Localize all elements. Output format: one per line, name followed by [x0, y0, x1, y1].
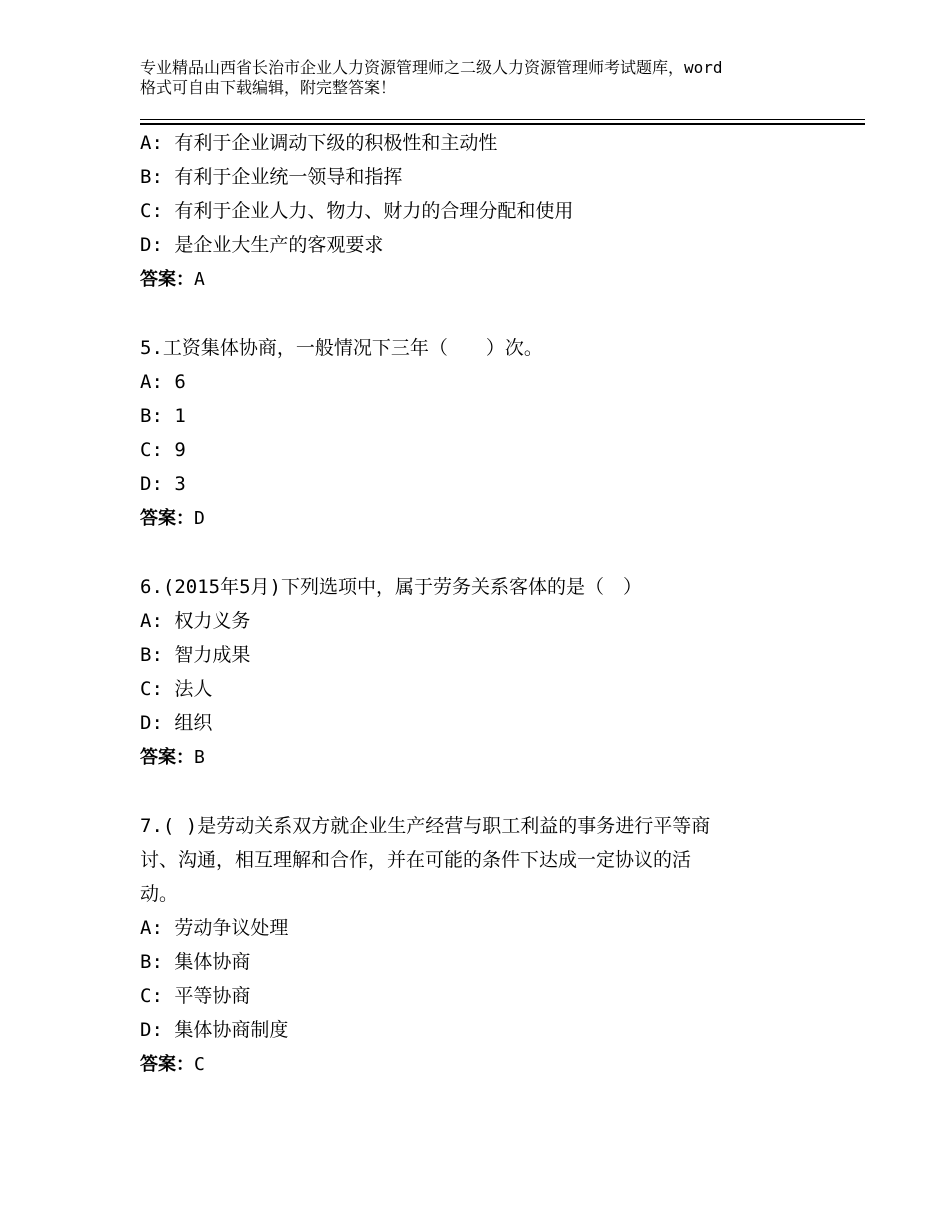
q6-option-c: C: 法人: [140, 678, 213, 700]
q7-answer: [140, 1053, 205, 1077]
q6-stem: 6.(2015年5月)下列选项中，属于劳务关系客体的是（ ）: [140, 576, 642, 598]
q4-option-d: D: 是企业大生产的客观要求: [140, 234, 384, 256]
answer-label: 答案：: [140, 508, 194, 529]
q5-option-d: D: 3: [140, 473, 186, 495]
answer-value: B: [194, 747, 205, 768]
answer-label: 答案：: [140, 269, 194, 290]
answer-value: A: [194, 269, 205, 290]
q4-answer: [140, 268, 205, 292]
q7-option-b: B: 集体协商: [140, 951, 251, 973]
answer-label: 答案：: [140, 1054, 194, 1075]
q6-option-d: D: 组织: [140, 712, 213, 734]
header-rule-thick: [140, 123, 865, 125]
header-line-2: 格式可自由下载编辑，附完整答案！: [140, 78, 397, 97]
q5-stem: 5.工资集体协商，一般情况下三年（ ）次。: [140, 337, 543, 359]
q7-option-a: A: 劳动争议处理: [140, 917, 289, 939]
answer-value: D: [194, 508, 205, 529]
q4-option-a: A: 有利于企业调动下级的积极性和主动性: [140, 132, 498, 154]
q5-option-b: B: 1: [140, 405, 186, 427]
q7-option-d: D: 集体协商制度: [140, 1019, 289, 1041]
header-line-1: 专业精品山西省长治市企业人力资源管理师之二级人力资源管理师考试题库，word: [140, 58, 723, 77]
q6-option-b: B: 智力成果: [140, 644, 251, 666]
q6-option-a: A: 权力义务: [140, 610, 251, 632]
answer-value: C: [194, 1054, 205, 1075]
header-rule-thin: [140, 119, 865, 120]
q6-answer: [140, 746, 205, 770]
document-header: [140, 58, 830, 98]
answer-label: 答案：: [140, 747, 194, 768]
q4-option-c: C: 有利于企业人力、物力、财力的合理分配和使用: [140, 200, 574, 222]
q4-option-b: B: 有利于企业统一领导和指挥: [140, 166, 403, 188]
q5-option-a: A: 6: [140, 371, 186, 393]
q7-option-c: C: 平等协商: [140, 985, 251, 1007]
q7-stem-line-3: 动。: [140, 883, 179, 905]
q5-option-c: C: 9: [140, 439, 186, 461]
q7-stem-line-1: 7.( )是劳动关系双方就企业生产经营与职工利益的事务进行平等商: [140, 815, 711, 837]
q5-answer: [140, 507, 205, 531]
q7-stem-line-2: 讨、沟通，相互理解和合作，并在可能的条件下达成一定协议的活: [140, 849, 692, 871]
